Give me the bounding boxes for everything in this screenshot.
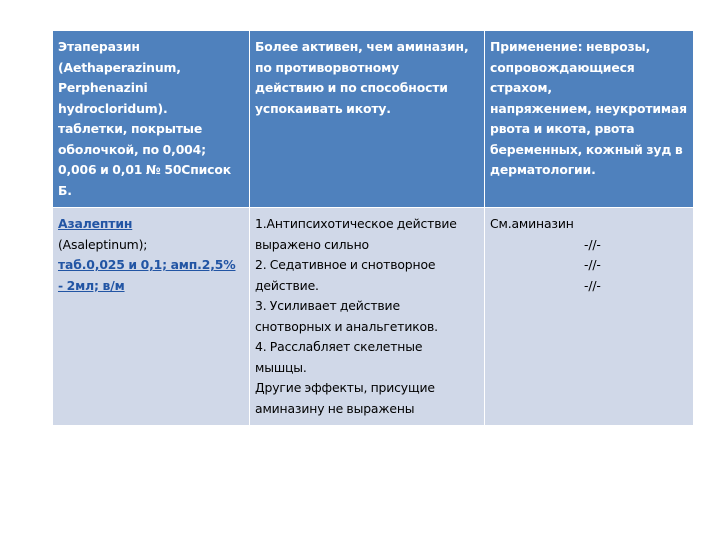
reference-text: См.аминазин bbox=[490, 216, 574, 231]
cell-line: Более активен, чем аминазин, bbox=[255, 39, 469, 54]
etaperazin-name-cell bbox=[53, 31, 250, 208]
cell-line: 3. Усиливает действие bbox=[255, 298, 400, 313]
azaleptin-action-cell bbox=[250, 208, 485, 426]
etaperazin-usage-cell bbox=[485, 31, 694, 208]
cell-line: действие. bbox=[255, 277, 319, 293]
azaleptin-link[interactable]: Азалептин bbox=[58, 216, 133, 231]
azaleptin-latin: (Asaleptinum); bbox=[58, 236, 148, 252]
azaleptin-usage-cell bbox=[485, 208, 694, 426]
cell-line: 4. Расслабляет скелетные bbox=[255, 339, 423, 354]
cell-line: аминазину не выражены bbox=[255, 400, 415, 416]
ditto-mark: -//- bbox=[584, 236, 601, 252]
cell-line: рвота и икота, рвота bbox=[490, 121, 635, 136]
cell-line: Этаперазин bbox=[58, 39, 140, 54]
azaleptin-forms-link[interactable]: - 2мл; в/м bbox=[58, 277, 125, 293]
cell-line: оболочкой, по 0,004; bbox=[58, 141, 206, 157]
cell-line: 0,006 и 0,01 № 50Список bbox=[58, 162, 232, 177]
cell-line: Применение: неврозы, bbox=[490, 39, 651, 54]
azaleptin-forms-link[interactable]: таб.0,025 и 0,1; амп.2,5% bbox=[58, 257, 236, 272]
cell-line: беременных, кожный зуд в bbox=[490, 141, 683, 157]
cell-line: сопровождающиеся страхом, bbox=[490, 59, 635, 95]
cell-line: Другие эффекты, присущие bbox=[255, 380, 435, 395]
cell-line: по противорвотному bbox=[255, 59, 400, 75]
cell-line: (Aethaperazinum, bbox=[58, 59, 181, 75]
cell-line: таблетки, покрытые bbox=[58, 121, 203, 136]
cell-line: успокаивать икоту. bbox=[255, 100, 391, 116]
cell-line: 1.Антипсихотическое действие bbox=[255, 216, 457, 231]
cell-line: мышцы. bbox=[255, 359, 307, 375]
cell-line: снотворных и анальгетиков. bbox=[255, 318, 438, 334]
cell-line: выражено сильно bbox=[255, 236, 369, 252]
cell-line: действию и по способности bbox=[255, 80, 448, 95]
ditto-mark: -//- bbox=[584, 277, 601, 293]
cell-line: Perphenazini bbox=[58, 80, 148, 95]
ditto-mark: -//- bbox=[584, 257, 601, 272]
drug-comparison-table bbox=[52, 30, 694, 426]
cell-line: 2. Седативное и снотворное bbox=[255, 257, 436, 272]
cell-line: hydrocloridum). bbox=[58, 100, 168, 116]
etaperazin-action-cell bbox=[250, 31, 485, 208]
cell-line: дерматологии. bbox=[490, 162, 596, 177]
cell-line: напряжением, неукротимая bbox=[490, 100, 687, 116]
table-row-etaperazin bbox=[53, 31, 694, 208]
azaleptin-name-cell bbox=[53, 208, 250, 426]
table-row-azaleptin bbox=[53, 208, 694, 426]
cell-line: Б. bbox=[58, 182, 72, 198]
